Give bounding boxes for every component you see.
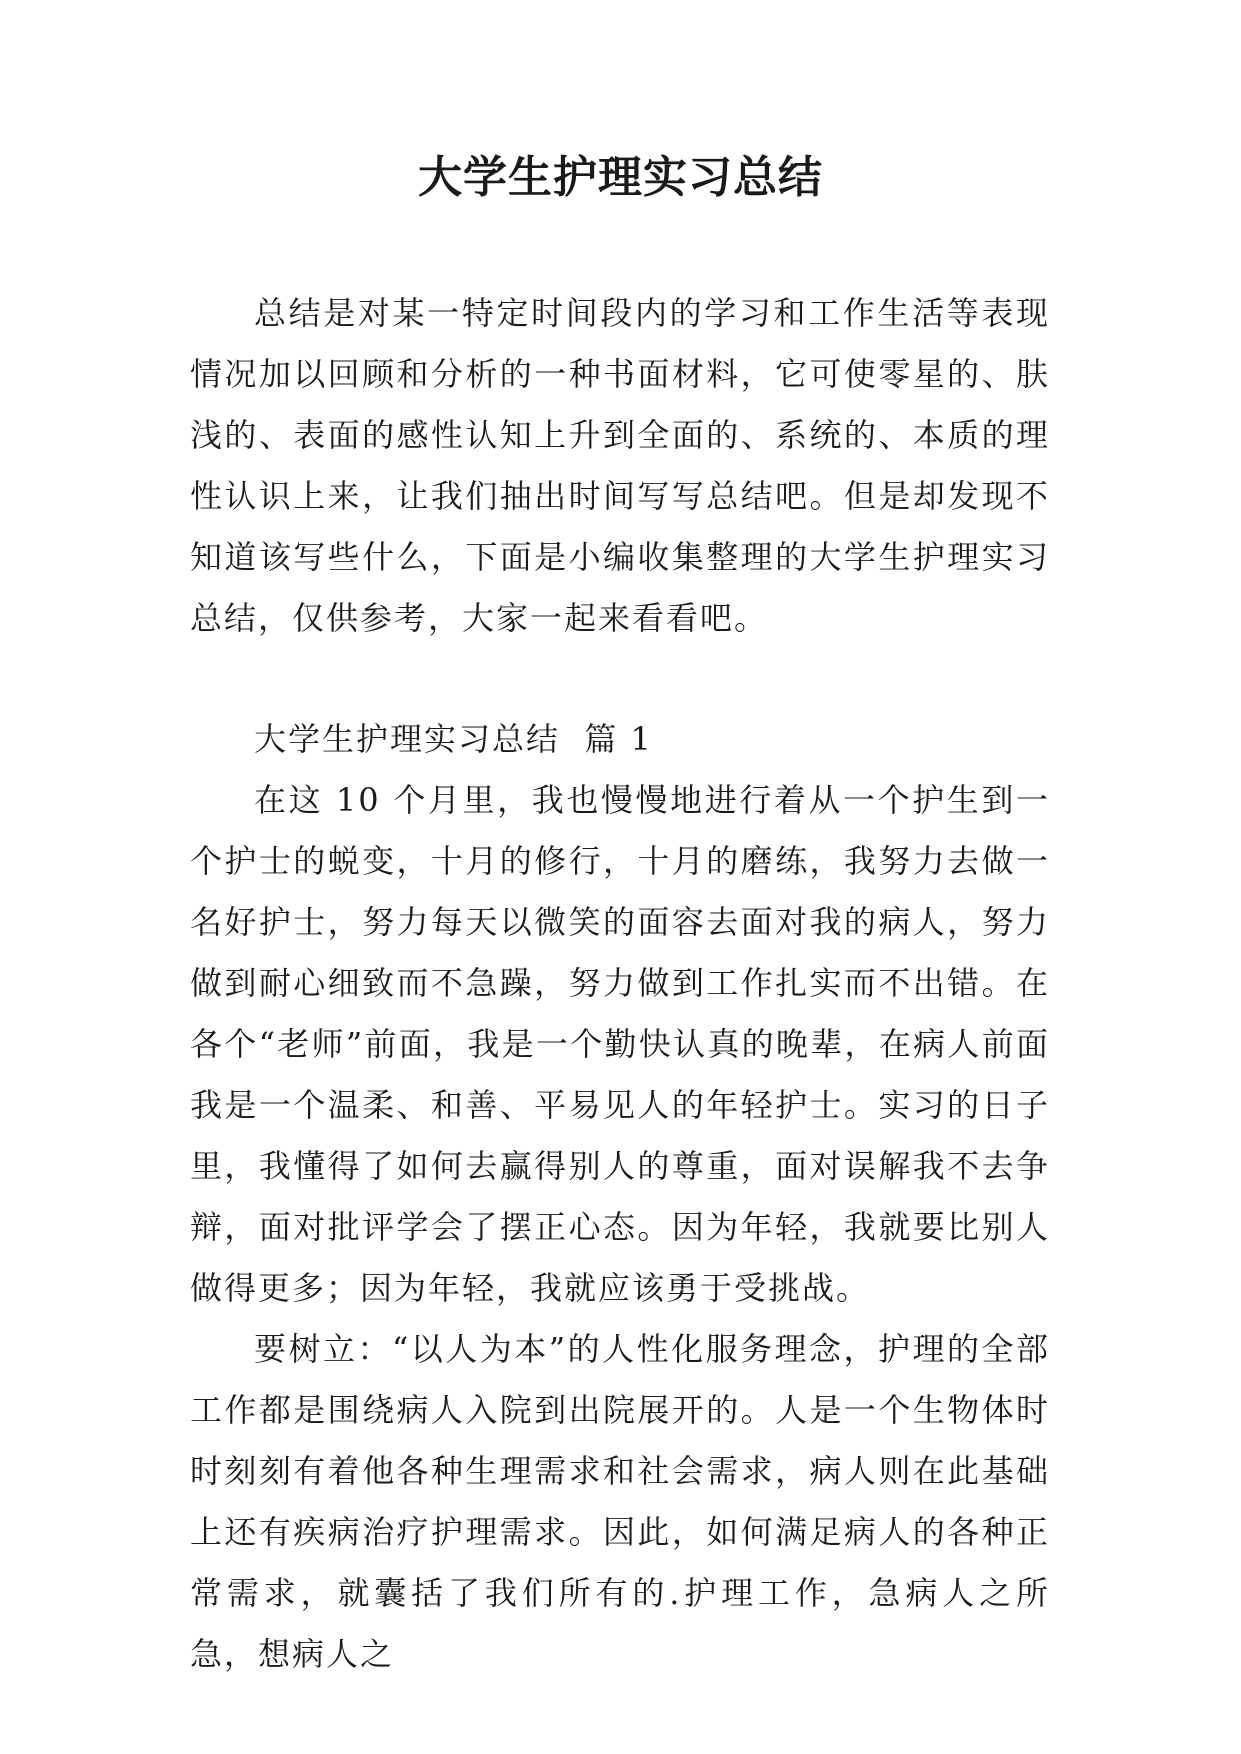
document-body [190, 283, 1050, 1685]
body-paragraph-2: 要树立：“以人为本”的人性化服务理念，护理的全部工作都是围绕病人入院到出院展开的。人是一个生物体时时刻刻有着他各种生理需求和社会需求，病人则在此基础上还有疾病治疗护理需求。因此，如何满足病人的各种正常需求，就囊括了我们所有的.护理工作，急病人之所急，想病人之 [190, 1330, 1050, 1673]
section-heading: 大学生护理实习总结 篇 1 [254, 720, 653, 758]
intro-paragraph: 总结是对某一特定时间段内的学习和工作生活等表现情况加以回顾和分析的一种书面材料，它可使零星的、肤浅的、表面的感性认知上升到全面的、系统的、本质的理性认识上来，让我们抽出时间写写总结吧。但是却发现不知道该写些什么，下面是小编收集整理的大学生护理实习总结，仅供参考，大家一起来看看吧。 [190, 294, 1050, 637]
body-paragraph-1: 在这 10 个月里，我也慢慢地进行着从一个护生到一个护士的蜕变，十月的修行，十月的磨练，我努力去做一名好护士，努力每天以微笑的面容去面对我的病人，努力做到耐心细致而不急躁，努力做到工作扎实而不出错。在各个“老师”前面，我是一个勤快认真的晚辈，在病人前面我是一个温柔、和善、平易见人的年轻护士。实习的日子里，我懂得了如何去赢得别人的尊重，面对误解我不去争辩，面对批评学会了摆正心态。因为年轻，我就要比别人做得更多；因为年轻，我就应该勇于受挑战。 [190, 781, 1050, 1307]
document-title: 大学生护理实习总结 [418, 152, 823, 203]
paragraph-spacer [190, 649, 1050, 709]
